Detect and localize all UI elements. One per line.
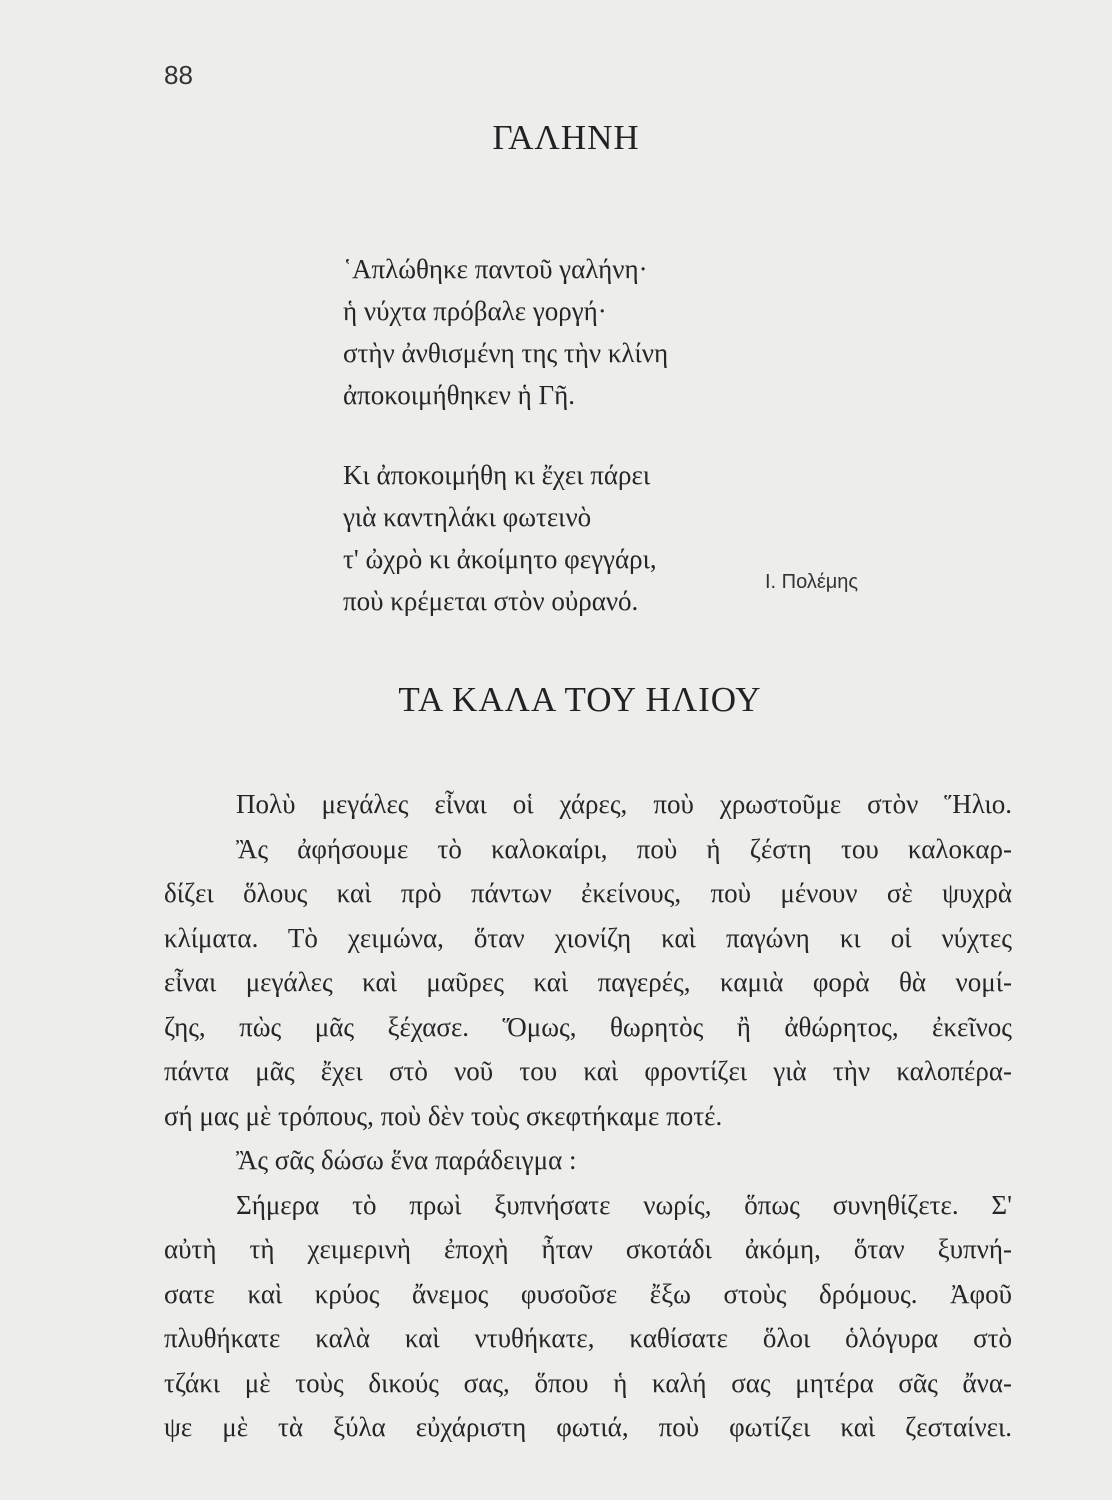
essay-line: ζης, πὼς μᾶς ξέχασε. Ὅμως, θωρητὸς ἢ ἀθώρητος, ἐκεῖνος bbox=[164, 1011, 1012, 1042]
poem-stanza bbox=[343, 248, 668, 416]
essay-line: σατε καὶ κρύος ἄνεμος φυσοῦσε ἔξω στοὺς δρόμους. Ἀφοῦ bbox=[164, 1278, 1012, 1309]
poem bbox=[343, 248, 668, 622]
page-number: 88 bbox=[164, 60, 193, 90]
poem-verse: γιὰ καντηλάκι φωτεινὸ bbox=[343, 502, 592, 532]
poem-stanza bbox=[343, 454, 668, 622]
essay-line: Ἂς ἀφήσουμε τὸ καλοκαίρι, ποὺ ἡ ζέστη του καλοκαρ- bbox=[236, 833, 1012, 864]
poem-verse: τ' ὠχρὸ κι ἀκοίμητο φεγγάρι, bbox=[343, 544, 657, 574]
essay-title: ΤΑ ΚΑΛΑ ΤΟΥ ΗΛΙΟΥ bbox=[398, 680, 762, 719]
poem-verse: ἡ νύχτα πρόβαλε γοργή· bbox=[343, 296, 607, 326]
poem-verse: ποὺ κρέμεται στὸν οὐρανό. bbox=[343, 586, 639, 616]
poem-author: Ι. Πολέμης bbox=[765, 571, 859, 593]
essay-line: τζάκι μὲ τοὺς δικούς σας, ὅπου ἡ καλή σας μητέρα σᾶς ἄνα- bbox=[164, 1367, 1012, 1398]
essay-line: Σήμερα τὸ πρωὶ ξυπνήσατε νωρίς, ὅπως συνηθίζετε. Σ' bbox=[236, 1189, 1012, 1220]
essay-line: ψε μὲ τὰ ξύλα εὐχάριστη φωτιά, ποὺ φωτίζει καὶ ζεσταίνει. bbox=[164, 1412, 1012, 1442]
poem-verse: ῾Απλώθηκε παντοῦ γαλήνη· bbox=[343, 254, 648, 284]
essay-line: δίζει ὅλους καὶ πρὸ πάντων ἐκείνους, ποὺ μένουν σὲ ψυχρὰ bbox=[164, 878, 1012, 908]
poem-title: ΓΑΛΗΝΗ bbox=[492, 118, 640, 157]
essay-line: αὐτὴ τὴ χειμερινὴ ἐποχὴ ἦταν σκοτάδι ἀκόμη, ὅταν ξυπνή- bbox=[164, 1234, 1012, 1264]
essay-line: εἶναι μεγάλες καὶ μαῦρες καὶ παγερές, καμιὰ φορὰ θὰ νομί- bbox=[164, 967, 1012, 997]
poem-verse: στὴν ἀνθισμένη της τὴν κλίνη bbox=[343, 338, 669, 368]
essay-line: πάντα μᾶς ἔχει στὸ νοῦ του καὶ φροντίζει γιὰ τὴν καλοπέρα- bbox=[164, 1056, 1012, 1086]
essay-line: πλυθήκατε καλὰ καὶ ντυθήκατε, καθίσατε ὅλοι ὁλόγυρα στὸ bbox=[164, 1323, 1012, 1353]
poem-verse: ἀποκοιμήθηκεν ἡ Γῆ. bbox=[343, 380, 575, 410]
poem-verse: Κι ἀποκοιμήθη κι ἔχει πάρει bbox=[343, 460, 651, 490]
essay-line: Ἂς σᾶς δώσω ἕνα παράδειγμα : bbox=[236, 1145, 577, 1175]
essay-line: κλίματα. Τὸ χειμώνα, ὅταν χιονίζη καὶ παγώνη κι οἱ νύχτες bbox=[164, 922, 1012, 953]
essay-body bbox=[164, 782, 1012, 1450]
essay-line: σή μας μὲ τρόπους, ποὺ δὲν τοὺς σκεφτήκαμε ποτέ. bbox=[164, 1100, 723, 1131]
essay-line: Πολὺ μεγάλες εἶναι οἱ χάρες, ποὺ χρωστοῦμε στὸν Ἥλιο. bbox=[236, 789, 1012, 819]
